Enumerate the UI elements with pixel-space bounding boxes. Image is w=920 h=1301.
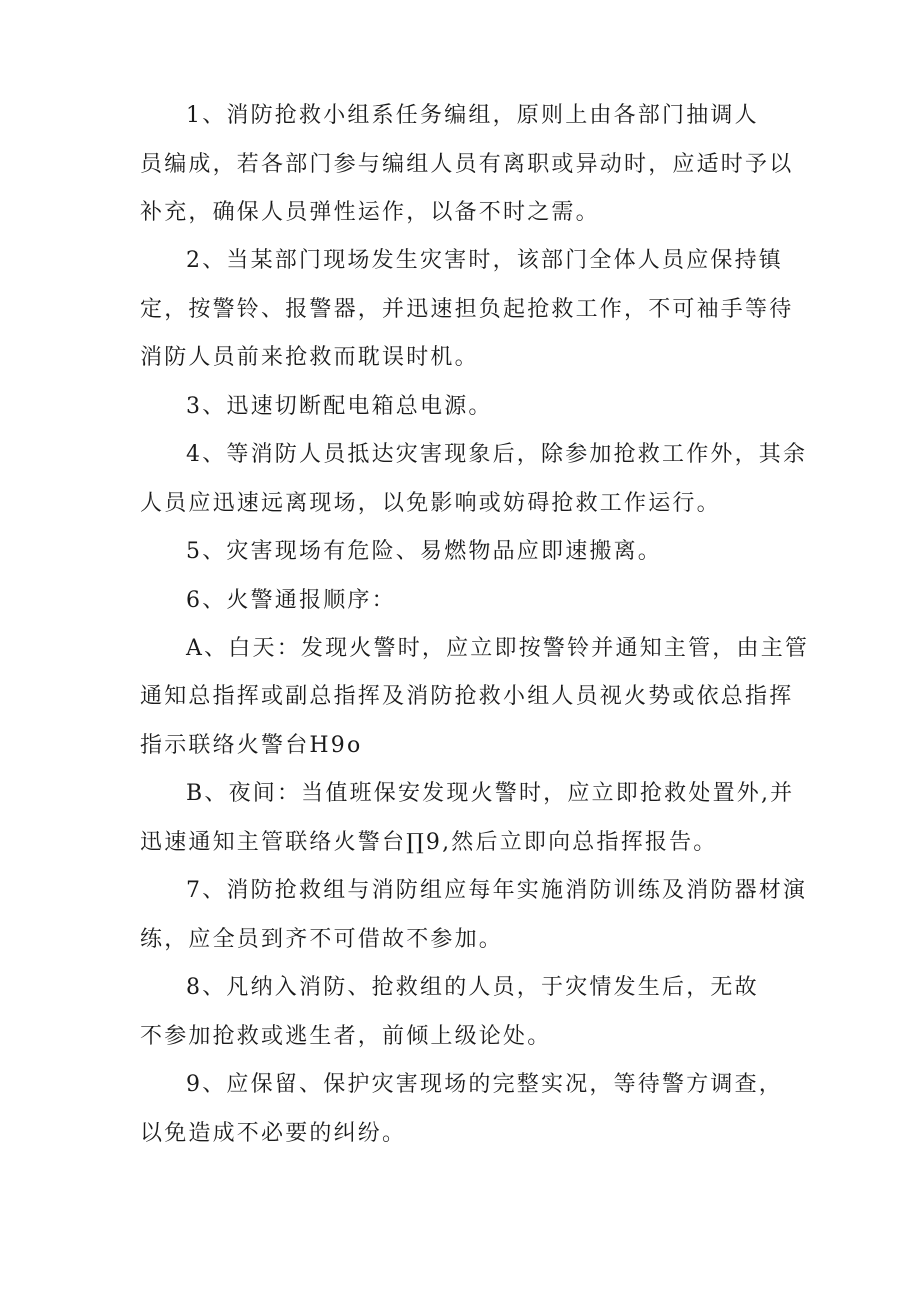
- paragraph-line: 1、消防抢救小组系任务编组，原则上由各部门抽调人: [186, 103, 759, 128]
- paragraph-line: 补充，确保人员弹性运作，以备不时之需。: [140, 200, 600, 225]
- paragraph-line: 以免造成不必要的纠纷。: [140, 1121, 407, 1146]
- paragraph-line: 7、消防抢救组与消防组应每年实施消防训练及消防器材演: [186, 878, 808, 903]
- paragraph-line: 2、当某部门现场发生灾害时，该部门全体人员应保持镇: [186, 248, 783, 273]
- paragraph-line: 员编成，若各部门参与编组人员有离职或异动时，应适时予以: [140, 152, 794, 177]
- paragraph-line: 9、应保留、保护灾害现场的完整实况，等待警方调查，: [186, 1072, 783, 1097]
- paragraph-line: 指示联络火警台H9o: [140, 733, 363, 758]
- paragraph-line: 不参加抢救或逃生者，前倾上级论处。: [140, 1024, 552, 1049]
- paragraph-line: 6、火警通报顺序：: [186, 588, 396, 613]
- paragraph-line: 5、灾害现场有危险、易燃物品应即速搬离。: [186, 539, 662, 564]
- paragraph-line: 消防人员前来抢救而耽误时机。: [140, 345, 479, 370]
- paragraph-line: A、白天：发现火警时，应立即按警铃并通知主管，由主管: [186, 636, 810, 661]
- paragraph-line: 4、等消防人员抵达灾害现象后，除参加抢救工作外，其余: [186, 442, 808, 467]
- paragraph-line: 人员应迅速远离现场，以免影响或妨碍抢救工作运行。: [140, 491, 721, 516]
- paragraph-line: 定，按警铃、报警器，并迅速担负起抢救工作，不可袖手等待: [140, 297, 794, 322]
- paragraph-line: 练，应全员到齐不可借故不参加。: [140, 927, 504, 952]
- paragraph-line: 迅速通知主管联络火警台∏9,然后立即向总指挥报告。: [140, 830, 718, 855]
- paragraph-line: 通知总指挥或副总指挥及消防抢救小组人员视火势或依总指挥: [140, 684, 794, 709]
- paragraph-line: 3、迅速切断配电箱总电源。: [186, 394, 493, 419]
- paragraph-line: B、夜间：当值班保安发现火警时，应立即抢救处置外,并: [186, 781, 795, 806]
- paragraph-line: 8、凡纳入消防、抢救组的人员，于灾情发生后，无故: [186, 975, 759, 1000]
